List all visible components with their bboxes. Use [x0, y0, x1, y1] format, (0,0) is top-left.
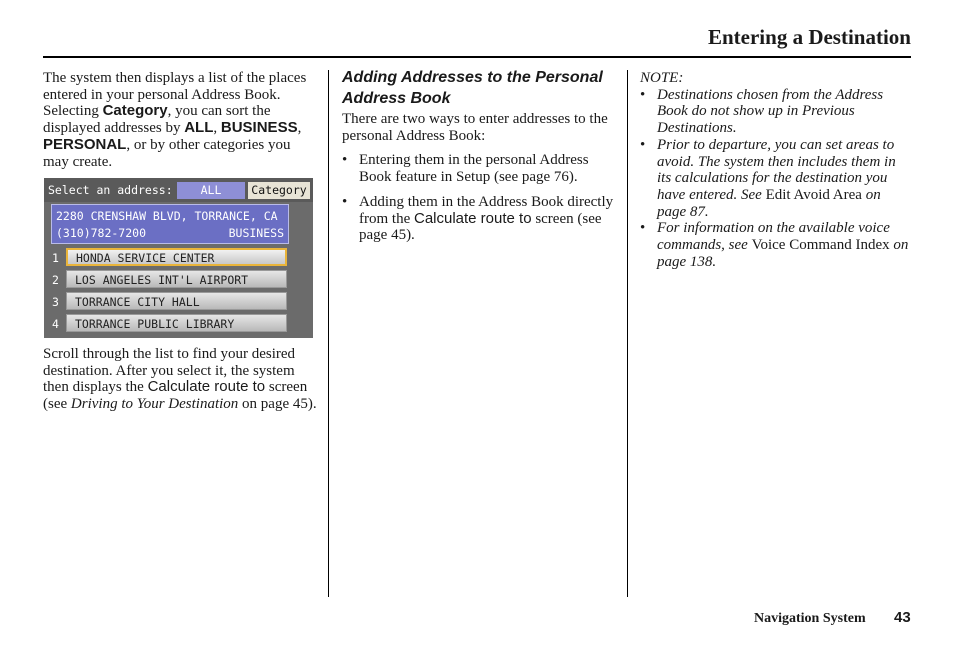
- scroll-paragraph: Scroll through the list to find your desired destination. After you select it, the system then displays the Calculate route to screen (see Driving to Your Destination on page 45).: [43, 346, 317, 413]
- page-number: 43: [894, 609, 911, 626]
- address-list-item[interactable]: [44, 248, 313, 268]
- screen-prompt: Select an address:: [48, 183, 173, 197]
- note-label: NOTE:: [640, 70, 684, 86]
- info-phone: (310)782-7200: [56, 226, 147, 240]
- column-middle: [342, 67, 617, 244]
- item-number: 1: [52, 251, 59, 265]
- list-item: • Prior to departure, you can set areas to avoid. The system then includes them in its calculations for the destination you have entered. See Edit Avoid Area on page 87.: [640, 137, 912, 221]
- list-item: • For information on the available voice commands, see Voice Command Index on page 138.: [640, 220, 912, 270]
- edit-avoid-area-reference: Edit Avoid Area: [765, 186, 862, 203]
- page-title: Entering a Destination: [707, 25, 911, 49]
- list-item: • Adding them in the Address Book directly from the Calculate route to screen (see page 45).: [342, 194, 617, 244]
- intro-paragraph: The system then displays a list of the places entered in your personal Address Book. Selecting Category, you can sort the displayed addresses by ALL, BUSINESS, PERSONAL, or by other categories you may create.: [43, 70, 307, 170]
- footer-label: Navigation System: [754, 611, 866, 626]
- address-list-item[interactable]: [44, 270, 313, 290]
- address-info-box: [51, 204, 289, 244]
- address-list-item[interactable]: [44, 314, 313, 334]
- category-button[interactable]: Category: [248, 182, 310, 199]
- driving-reference: Driving to Your Destination: [70, 396, 239, 413]
- all-button[interactable]: ALL: [177, 182, 245, 199]
- methods-list: [342, 152, 617, 244]
- item-number: 2: [52, 273, 59, 287]
- all-keyword: ALL: [184, 119, 214, 137]
- item-number: 3: [52, 295, 59, 309]
- business-keyword: BUSINESS: [220, 119, 298, 137]
- info-category: BUSINESS: [228, 226, 284, 240]
- item-label[interactable]: HONDA SERVICE CENTER: [66, 248, 287, 266]
- list-item: • Destinations chosen from the Address Book do not show up in Previous Destinations.: [640, 87, 912, 137]
- address-list-item[interactable]: [44, 292, 313, 312]
- item-label[interactable]: TORRANCE PUBLIC LIBRARY: [66, 314, 287, 332]
- column-divider-1: [328, 70, 329, 597]
- category-keyword: Category: [102, 102, 168, 120]
- personal-keyword: PERSONAL: [43, 135, 127, 153]
- item-label[interactable]: TORRANCE CITY HALL: [66, 292, 287, 310]
- section-intro: There are two ways to enter addresses to the personal Address Book:: [342, 111, 608, 144]
- list-item: • Entering them in the personal Address Book feature in Setup (see page 76).: [342, 152, 617, 185]
- section-heading: Adding Addresses to the Personal Address Book: [342, 69, 603, 107]
- calculate-route-keyword: Calculate route to: [413, 209, 532, 227]
- column-right: [640, 70, 912, 270]
- column-divider-2: [627, 70, 628, 597]
- item-number: 4: [52, 317, 59, 331]
- calculate-route-keyword: Calculate route to: [147, 378, 266, 396]
- column-left: [43, 70, 318, 170]
- info-address: 2280 CRENSHAW BLVD, TORRANCE, CA: [56, 209, 278, 223]
- title-rule: [43, 56, 911, 58]
- address-select-screen: [44, 178, 313, 338]
- column-left-lower: [43, 346, 318, 413]
- notes-list: [640, 87, 912, 271]
- voice-command-index-reference: Voice Command Index: [751, 237, 890, 254]
- item-label[interactable]: LOS ANGELES INT'L AIRPORT: [66, 270, 287, 288]
